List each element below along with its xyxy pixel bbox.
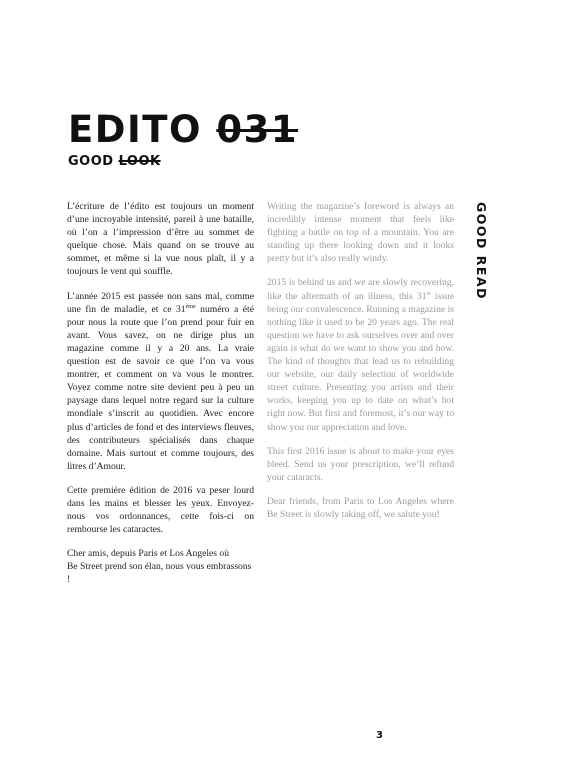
edito-header xyxy=(68,110,298,169)
french-paragraph-1: L’écriture de l’édito est toujours un moment d’une incroyable intensité, pareil à une bataille, où l’on a l’impression d’être au sommet de quelque chose. Mais quand on se trouve au sommet, et même si la vue nous plaît, il y a toujours le vent qui souffle. xyxy=(67,201,254,278)
english-paragraph-3: This first 2016 issue is about to make your eyes bleed. Send us your prescription, we’ll refund your cataracts. xyxy=(267,445,454,483)
english-column xyxy=(267,200,454,532)
section-side-label: GOOD READ xyxy=(474,202,489,300)
english-p2-end: issue being our convalescence. Running a magazine is nothing like it used to be 20 years ago. The real question we have to ask ourselves over and over again is what do we want to show you and how. The kind of thoughts that lead us to rebuilding our website, our daily selection of worldwide street culture. Presenting you artists and their works, keeping you up to date on what’s hot right now. But first and foremost, it’s our way to show you our appreciation and love. xyxy=(267,290,454,433)
french-p4-line-2: Be Street prend son élan, nous vous embrassons ! xyxy=(67,561,252,586)
french-p2-superscript: ème xyxy=(185,303,196,310)
english-paragraph-2 xyxy=(267,276,454,433)
french-p2-start: L’année 2015 est passée non sans mal, comme une fin de maladie, et ce 31 xyxy=(67,290,254,315)
french-paragraph-4 xyxy=(67,547,254,586)
page-number: 3 xyxy=(376,730,383,741)
french-column xyxy=(67,200,254,598)
french-paragraph-3: Cette première édition de 2016 va peser lourd dans les mains et blesser les yeux. Envoyez-nous vos ordonnances, cette fois-ci on rembourse les cataractes. xyxy=(67,484,254,536)
french-paragraph-2 xyxy=(67,290,254,473)
page-subtitle xyxy=(68,154,298,169)
issue-number: 031 xyxy=(216,108,299,151)
english-p2-start: 2015 is behind us and we are slowly recovering, like the aftermath of an illness, this 31 xyxy=(267,277,454,302)
french-p2-end: numéro a été pour nous la route que l’on prend pour fuir en avant. Vous savez, on ne dirige plus un magazine comme il y a 20 ans. La vraie question est de savoir ce que l’on va vous montrer, et comment on va vous le montrer. Voyez comme notre site devient peu à peu un paysage dans lequel notre regard sur la culture mondiale s’inscrit au quotidien. Avec encore plus d’articles de fond et des interviews fleuves, des contributeurs spécialisés dans chaque domaine. Mais surtout et comme toujours, des litres d’Amour. xyxy=(67,303,254,472)
subtitle-word: GOOD xyxy=(68,154,114,169)
english-paragraph-4: Dear friends, from Paris to Los Angeles where Be Street is slowly taking off, we salute you! xyxy=(267,495,454,520)
subtitle-struck-word: LOOK xyxy=(118,154,161,169)
english-paragraph-1: Writing the magazine’s foreword is always an incredibly intense moment that feels like fighting a battle on top of a mountain. You are standing up there looking down and it looks pretty but it’s also really windy. xyxy=(267,201,454,265)
title-word: EDITO xyxy=(68,108,202,151)
english-p2-superscript: st xyxy=(426,290,431,297)
page-title xyxy=(68,110,298,150)
french-p4-line-1: Cher amis, depuis Paris et Los Angeles où xyxy=(67,548,230,560)
